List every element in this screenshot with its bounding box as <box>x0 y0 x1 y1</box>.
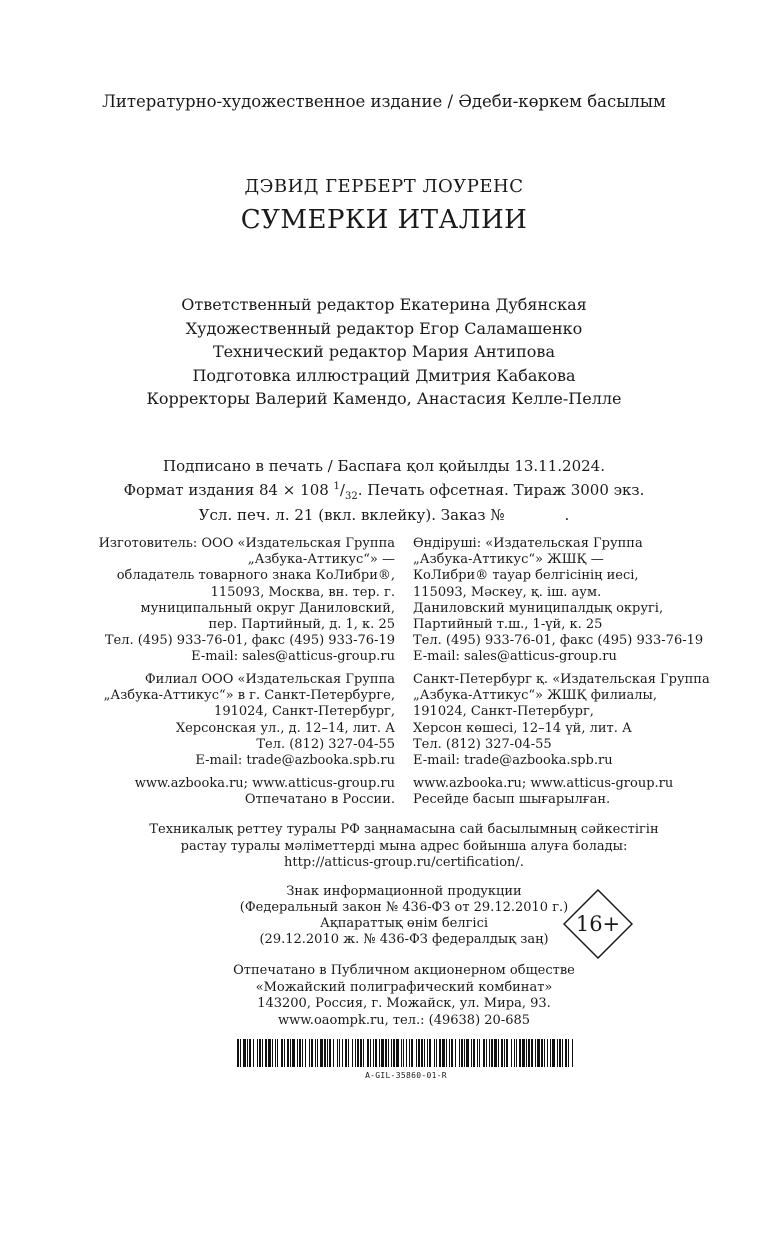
text-line: „Азбука-Аттикус“» ЖШҚ — <box>413 552 604 568</box>
text-line: http://atticus-group.ru/certification/. <box>284 855 524 870</box>
format-denominator: 32 <box>344 490 358 502</box>
web-ru <box>135 776 395 808</box>
sheets-text: Усл. печ. л. 21 (вкл. вклейку). Заказ № <box>198 506 505 524</box>
text-line: www.oaompk.ru, тел.: (49638) 20-685 <box>277 1012 531 1028</box>
credit-line: Корректоры Валерий Камендо, Анастасия Келле-Пелле <box>146 389 622 408</box>
certification-note <box>0 822 768 872</box>
author-name: ДЭВИД ГЕРБЕРТ ЛОУРЕНС <box>244 176 524 197</box>
text-line: Отпечатано в России. <box>244 792 395 808</box>
text-line: «Можайский полиграфический комбинат» <box>255 979 553 995</box>
text-line: E-mail: trade@azbooka.spb.ru <box>195 753 395 769</box>
info-product-sign <box>0 884 768 948</box>
web-kz <box>413 776 673 808</box>
text-line: E-mail: sales@atticus-group.ru <box>191 649 395 665</box>
text-line: КоЛибри® тауар белгісінің иесі, <box>413 568 639 584</box>
text-line: Тел. (812) 327-04-55 <box>256 736 395 752</box>
format-line: Формат издания 84 × 108 $^1/_{32}$. Печать офсетная. Тираж 3000 экз. <box>123 480 645 502</box>
text-line: пер. Партийный, д. 1, к. 25 <box>208 617 395 633</box>
text-line: Санкт-Петербург қ. «Издательская Группа <box>413 672 710 687</box>
manufacturer-kz <box>413 536 703 666</box>
text-line: „Азбука-Аттикус“» — <box>247 552 395 568</box>
credit-line: Ответственный редактор Екатерина Дубянская <box>181 295 587 314</box>
format-numerator: 1 <box>333 480 340 492</box>
credit-line: Технический редактор Мария Антипова <box>213 342 555 361</box>
age-rating: 16+ <box>575 912 621 936</box>
text-line: растау туралы мәліметтерді мына адрес бойынша алуға болады: <box>180 838 628 854</box>
text-line: обладатель товарного знака КоЛибри®, <box>116 568 395 584</box>
text-line: Техникалық реттеу туралы РФ заңнамасына сай басылымның сәйкестігін <box>149 822 659 837</box>
text-line: E-mail: sales@atticus-group.ru <box>413 649 617 665</box>
text-line: „Азбука-Аттикус“» ЖШҚ филиалы, <box>413 688 657 704</box>
editorial-credits <box>0 293 768 411</box>
text-line: „Азбука-Аттикус“» в г. Санкт-Петербурге, <box>103 688 395 704</box>
branch-kz <box>413 672 710 769</box>
text-line: Отпечатано в Публичном акционерном обществе <box>233 963 575 978</box>
signed-line: Подписано в печать / Баспаға қол қойылды 13.11.2024. <box>163 457 605 475</box>
text-line: Филиал ООО «Издательская Группа <box>144 672 395 687</box>
credit-line: Подготовка иллюстраций Дмитрия Кабакова <box>192 365 576 385</box>
barcode-icon <box>237 1039 575 1067</box>
text-line: Даниловский муниципалдық округі, <box>413 600 664 616</box>
text-line: (29.12.2010 ж. № 436-ФЗ федералдық заң) <box>259 932 549 947</box>
text-line: www.azbooka.ru; www.atticus-group.ru <box>134 776 395 791</box>
sheets-end: . <box>564 506 570 524</box>
text-line: Херсон көшесі, 12–14 үй, лит. А <box>413 720 632 736</box>
series-line: Литературно-художественное издание / Әдеби-көркем басылым <box>102 92 666 111</box>
text-line: Тел. (495) 933-76-01, факс (495) 933-76-19 <box>413 633 704 649</box>
branch-ru <box>104 672 395 769</box>
text-line: Херсонская ул., д. 12–14, лит. А <box>175 720 395 736</box>
text-line: Өндіруші: «Издательская Группа <box>413 536 643 551</box>
text-line: 143200, Россия, г. Можайск, ул. Мира, 93. <box>257 996 551 1011</box>
manufacturer-ru <box>99 536 395 666</box>
text-line: 191024, Санкт-Петербург, <box>413 704 594 720</box>
text-line: (Федеральный закон № 436-ФЗ от 29.12.2010 г.) <box>239 900 569 915</box>
text-line: Ресейде басып шығарылған. <box>413 792 611 808</box>
text-line: 115093, Москва, вн. тер. г. <box>210 584 395 600</box>
text-line: www.azbooka.ru; www.atticus-group.ru <box>413 776 674 791</box>
text-line: Ақпараттық өнім белгісі <box>319 916 489 931</box>
text-line: Партийный т.ш., 1-үй, к. 25 <box>413 617 603 633</box>
format-suffix: . Печать офсетная. Тираж 3000 экз. <box>357 480 645 499</box>
text-line: муниципальный округ Даниловский, <box>140 600 395 616</box>
print-details <box>0 457 768 526</box>
text-line: 115093, Мәскеу, қ. іш. аум. <box>413 584 602 600</box>
text-line: Знак информационной продукции <box>286 884 522 899</box>
text-line: Тел. (495) 933-76-01, факс (495) 933-76-19 <box>104 633 395 649</box>
text-line: Тел. (812) 327-04-55 <box>413 736 552 752</box>
credit-line: Художественный редактор Егор Саламашенко <box>185 318 583 338</box>
printer-info <box>0 963 768 1029</box>
barcode-text: A-GIL-35860-01-R <box>365 1071 447 1080</box>
text-line: Изготовитель: ООО «Издательская Группа <box>98 536 395 551</box>
book-title: СУМЕРКИ ИТАЛИИ <box>240 205 528 235</box>
text-line: 191024, Санкт-Петербург, <box>214 704 395 720</box>
format-prefix: Формат издания 84 × 108 <box>123 480 334 499</box>
text-line: E-mail: trade@azbooka.spb.ru <box>413 753 613 769</box>
sheets-line <box>0 506 768 526</box>
